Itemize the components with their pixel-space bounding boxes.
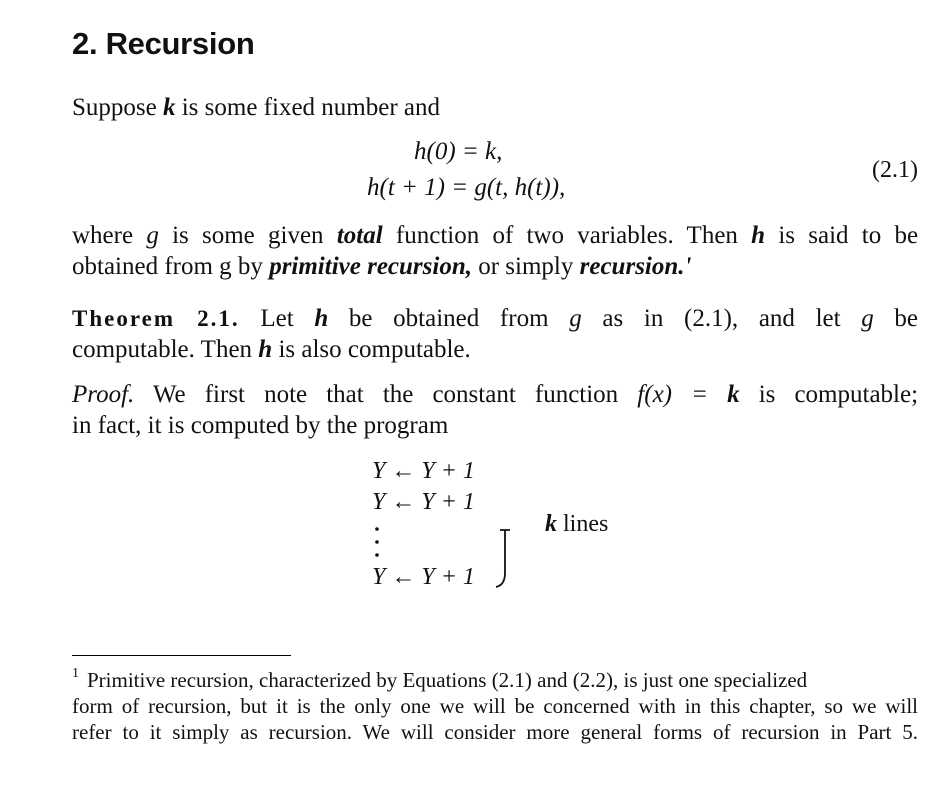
thm-var-g-2: g (861, 305, 874, 332)
def-term-primitive: primitive recursion, (269, 253, 472, 280)
definition-line-1 (72, 220, 918, 251)
def-text-1: where (72, 222, 134, 249)
def-text-6: or simply (478, 253, 574, 280)
proof-function-fx: f(x) = (637, 381, 708, 408)
program-line-1: Y ← Y + 1 (372, 458, 475, 484)
footnote-text-1: Primitive recursion, characterized by Equations (2.1) and (2.2), is just one specialized (87, 668, 808, 692)
theorem-line-2 (72, 334, 918, 365)
theorem-line-1 (72, 303, 918, 334)
def-term-total: total (336, 222, 383, 249)
def-var-h: h (751, 222, 766, 249)
annotation-text: lines (563, 511, 609, 537)
equation-number: (2.1) (872, 157, 918, 183)
proof-text-2: is computable; (758, 381, 919, 408)
proof-text-1: We first note that the constant function (152, 381, 619, 408)
definition-line-2 (72, 251, 918, 282)
thm-text-3: as in (2.1), and let (602, 305, 841, 332)
thm-var-h: h (314, 305, 329, 332)
thm-text-5: computable. Then (72, 336, 253, 363)
def-text-5: obtained from g by (72, 253, 263, 280)
equation-line-2: h(t + 1) = g(t, h(t)), (367, 174, 566, 201)
footnote-line-3: refer to it simply as recursion. We will consider more general forms of recursion in Part 5. (72, 720, 918, 744)
proof-label: Proof. (72, 381, 135, 408)
footnote-line-2: form of recursion, but it is the only one we will be concerned with in this chapter, so we will (72, 694, 918, 718)
program-annotation (545, 511, 608, 538)
thm-text-2: be obtained from (348, 305, 549, 332)
right-brace-icon (494, 527, 518, 591)
program-line-2: Y ← Y + 1 (372, 489, 475, 515)
intro-text-1: Suppose (72, 94, 157, 121)
annotation-var-k: k (545, 511, 557, 537)
proof-line-1 (72, 379, 918, 410)
vertical-ellipsis-icon (372, 525, 384, 559)
theorem-label: Theorem 2.1. (72, 306, 240, 331)
proof-var-k: k (727, 381, 740, 408)
def-term-recursion: recursion.' (579, 253, 692, 280)
thm-text-1: Let (260, 305, 294, 332)
equation-line-1: h(0) = k, (414, 138, 503, 165)
thm-var-h-2: h (258, 336, 273, 363)
section-heading: 2. Recursion (72, 26, 255, 61)
def-text-4: is said to be (778, 222, 919, 249)
def-var-g: g (146, 222, 159, 249)
thm-var-g-1: g (569, 305, 582, 332)
footnote-rule (72, 655, 291, 656)
def-text-3: function of two variables. Then (395, 222, 738, 249)
thm-text-4: be (894, 305, 919, 332)
def-text-2: is some given (172, 222, 324, 249)
thm-text-6: is also computable. (278, 336, 471, 363)
intro-line (72, 92, 918, 123)
footnote-mark: 1 (72, 666, 79, 681)
proof-line-2: in fact, it is computed by the program (72, 412, 449, 439)
program-line-3: Y ← Y + 1 (372, 564, 475, 590)
intro-text-2: is some fixed number and (181, 94, 441, 121)
intro-var-k: k (162, 94, 176, 121)
